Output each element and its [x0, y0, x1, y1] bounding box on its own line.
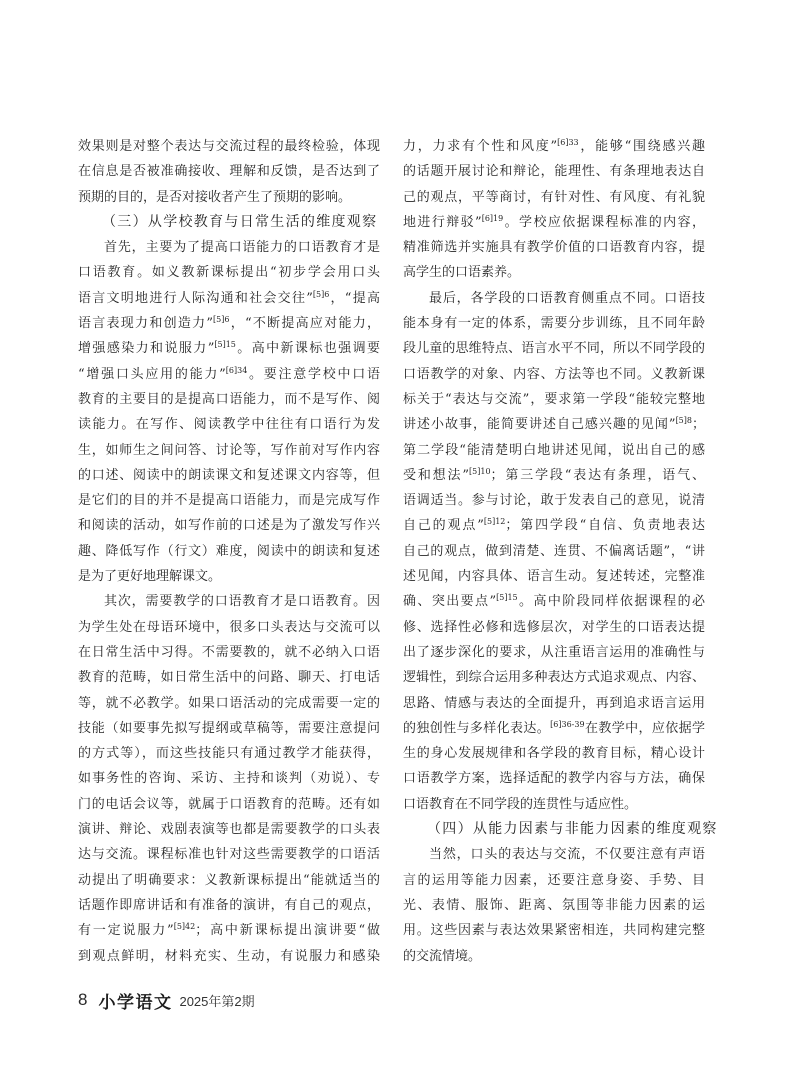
text-line: 当然，口头的表达与交流，不仅要注意有声语 — [429, 847, 705, 863]
text-line — [78, 311, 380, 336]
text-line: 趣、降低写作（行文）难度，阅读中的朗读和复述 — [78, 543, 380, 559]
citation-superscript: [5]8 — [675, 416, 692, 426]
text-line — [403, 210, 705, 235]
text-segment: 。高中阶段同样依据课程的必 — [517, 594, 705, 610]
text-segment: ；高中新课标提出演讲要“做 — [195, 923, 380, 939]
text-line: 预期的目的，是否对接收者产生了预期的影响。 — [78, 189, 352, 205]
right-column — [403, 134, 718, 969]
text-line: 到观点鲜明，材料充实、生动，有说服力和感染 — [78, 948, 380, 964]
text-line: 精准筛选并实施具有教学价值的口语教育内容，提 — [403, 240, 705, 256]
text-line: 的口述、阅读中的朗读课文和复述课文内容等，但 — [78, 467, 380, 483]
page-number: 8 — [78, 990, 88, 1009]
section-heading — [78, 210, 380, 235]
text-line: 口语教育在不同学段的连贯性与适应性。 — [403, 796, 638, 812]
text-line: 的方式等），而这些技能只有通过教学才能获得， — [78, 746, 380, 762]
section-heading-text: （三）从学校教育与日常生活的维度观察 — [102, 213, 378, 230]
journal-title-logo: 小学语文 — [98, 992, 173, 1013]
text-line: 口语教学方案，选择适配的教学内容与方法，确保 — [403, 771, 705, 787]
text-line: 言的运用等能力因素，还要注意身姿、手势、目 — [403, 872, 705, 888]
left-column — [78, 134, 380, 969]
text-line: 等，就不必教学。如果口语活动的完成需要一定的 — [78, 695, 380, 711]
section-heading — [403, 817, 718, 842]
text-segment: 自己的观点” — [403, 518, 484, 534]
text-line — [78, 336, 380, 361]
text-line — [403, 463, 705, 488]
text-segment: 在教学中，应依据学 — [584, 720, 705, 736]
text-line: 教育的主要目的是提高口语能力，而不是写作、阅 — [78, 391, 380, 407]
text-line: 出了逐步深化的要求，从注重语言运用的准确性与 — [403, 644, 705, 660]
text-segment: ，“不断提高应对能力， — [229, 316, 380, 332]
text-segment: 讲述小故事，能简要讲述自己感兴趣的见闻” — [403, 417, 676, 433]
text-line — [78, 362, 380, 387]
citation-superscript: [6]19 — [481, 213, 504, 223]
citation-superscript: [5]42 — [173, 922, 196, 932]
text-line — [78, 286, 380, 311]
text-line: 语调适当。参与讨论，敢于发表自己的意见，说清 — [403, 493, 705, 509]
text-line: 最后，各学段的口语教育侧重点不同。口语技 — [429, 290, 705, 306]
text-line: 生，如师生之间问答、讨论等，写作前对写作内容 — [78, 442, 380, 458]
citation-superscript: [6]36-39 — [550, 719, 585, 729]
text-line: 读能力。在写作、阅读教学中往往有口语行为发 — [78, 417, 380, 433]
citation-superscript: [5]10 — [469, 466, 491, 476]
text-line: 逻辑性，到综合运用多种表达方式追求观点、内容、 — [403, 670, 705, 686]
text-line — [403, 513, 705, 538]
paragraph — [78, 134, 380, 210]
text-segment: 有一定说服力” — [78, 923, 174, 939]
text-line: 第二学段“能清楚明白地讲述见闻，说出自己的感 — [403, 442, 705, 458]
text-segment: ；第三学段“表达有条理，语气、 — [490, 467, 705, 483]
text-line: 演讲、辩论、戏剧表演等也都是需要教学的口头表 — [78, 822, 380, 838]
text-line — [403, 134, 705, 159]
text-line: 光、表情、服饰、距离、氛围等非能力因素的运 — [403, 897, 705, 913]
page-footer — [78, 990, 255, 1013]
text-line — [403, 589, 705, 614]
text-line: 是它们的目的并不是提高口语能力，而是完成写作 — [78, 493, 380, 509]
section-heading-text: （四）从能力因素与非能力因素的维度观察 — [427, 821, 718, 838]
text-line: 段儿童的思维特点、语言水平不同，所以不同学段的 — [403, 341, 705, 357]
text-segment: 受和想法” — [403, 467, 470, 483]
text-line: 用。这些因素与表达效果紧密相连，共同构建完整 — [403, 923, 705, 939]
text-line: 效果则是对整个表达与交流过程的最终检验，体现 — [78, 139, 380, 154]
paragraph — [403, 842, 705, 968]
text-line: 达与交流。课程标准也针对这些需要教学的口语活 — [78, 847, 380, 863]
text-line: 教育的范畴，如日常生活中的问路、聊天、打电话 — [78, 670, 380, 686]
text-line: 首先，主要为了提高口语能力的口语教育才是 — [104, 240, 380, 256]
text-line: 话题作即席讲话和有准备的演讲，有自己的观点， — [78, 897, 380, 913]
text-line: 为学生处在母语环境中，很多口头表达与交流可以 — [78, 619, 380, 635]
text-line — [403, 412, 705, 437]
text-segment: ； — [691, 417, 705, 433]
text-segment: 力，力求有个性和风度” — [403, 139, 558, 154]
text-line: 修、选择性必修和选修层次，对学生的口语表达提 — [403, 619, 705, 635]
text-segment: ；第四学段“自信、负责地表达 — [505, 518, 705, 534]
text-line: 是为了更好地理解课文。 — [78, 569, 222, 585]
paragraph — [78, 589, 380, 968]
text-segment: 的独创性与多样化表达。 — [403, 720, 551, 736]
text-segment: 语言表现力和创造力” — [78, 316, 214, 332]
text-line: 自己的观点，做到清楚、连贯、不偏离话题”，“讲 — [403, 543, 705, 559]
text-segment: 地进行辩驳” — [403, 214, 482, 230]
text-line — [403, 716, 705, 741]
citation-superscript: [5]12 — [483, 517, 506, 527]
text-segment: ，“提高 — [329, 290, 380, 306]
issue-label: 2025年第2期 — [179, 993, 255, 1009]
text-line: 能本身有一定的体系，需要分步训练，且不同年龄 — [403, 316, 705, 332]
text-line: 述见闻，内容具体、语言生动。复述转述，完整准 — [403, 569, 705, 585]
citation-superscript: [5]15 — [214, 340, 236, 350]
text-line: 在日常生活中习得。不需要教的，就不必纳入口语 — [78, 644, 380, 660]
text-line — [78, 918, 380, 943]
text-line: 口语教学的对象、内容、方法等也不同。义教新课 — [403, 366, 705, 382]
text-segment: 增强感染力和说服力” — [78, 341, 215, 357]
text-segment: 。学校应依据课程标准的内容， — [503, 214, 705, 230]
text-line: 己的观点，平等商讨，有针对性、有风度、有礼貌 — [403, 189, 705, 205]
text-line: 如事务性的咨询、采访、主持和谈判（劝说）、专 — [78, 771, 380, 787]
text-line: 门的电话会议等，就属于口语教育的范畴。还有如 — [78, 796, 380, 812]
text-line: 的话题开展讨论和辩论，能理性、有条理地表达自 — [403, 164, 705, 180]
text-line: 生的身心发展规律和各学段的教育目标，精心设计 — [403, 746, 705, 762]
text-line: 思路、情感与表达的全面提升，再到追求语言运用 — [403, 695, 705, 711]
text-line: 技能（如要事先拟写提纲或草稿等，需要注意提问 — [78, 720, 380, 736]
text-segment: 。高中新课标也强调要 — [235, 341, 380, 357]
text-line: 高学生的口语素养。 — [403, 265, 521, 281]
text-line: 动提出了明确要求：义教新课标提出“能就适当的 — [78, 872, 380, 888]
text-segment: ，能够“围绕感兴趣 — [578, 139, 705, 154]
text-line: 标关于“表达与交流”，要求第一学段“能较完整地 — [403, 391, 705, 407]
text-segment: “增强口头应用的能力” — [78, 366, 226, 382]
text-line: 的交流情境。 — [403, 948, 482, 964]
citation-superscript: [6]33 — [557, 138, 579, 147]
paragraph — [403, 286, 705, 817]
citation-superscript: [5]6 — [312, 289, 330, 299]
text-line: 在信息是否被准确接收、理解和反馈，是否达到了 — [78, 164, 380, 180]
text-line: 口语教育。如义教新课标提出“初步学会用口头 — [78, 265, 380, 281]
paragraph — [78, 235, 380, 589]
citation-superscript: [6]34 — [225, 365, 248, 375]
text-segment: 。要注意学校中口语 — [247, 366, 380, 382]
citation-superscript: [5]6 — [213, 315, 230, 325]
paragraph — [403, 134, 705, 286]
citation-superscript: [5]15 — [496, 593, 518, 603]
text-segment: 语言文明地进行人际沟通和社会交往” — [78, 290, 313, 306]
text-line: 其次，需要教学的口语教育才是口语教育。因 — [104, 594, 380, 610]
text-segment: 确、突出要点” — [403, 594, 497, 610]
text-line: 和阅读的活动，如写作前的口述是为了激发写作兴 — [78, 518, 380, 534]
